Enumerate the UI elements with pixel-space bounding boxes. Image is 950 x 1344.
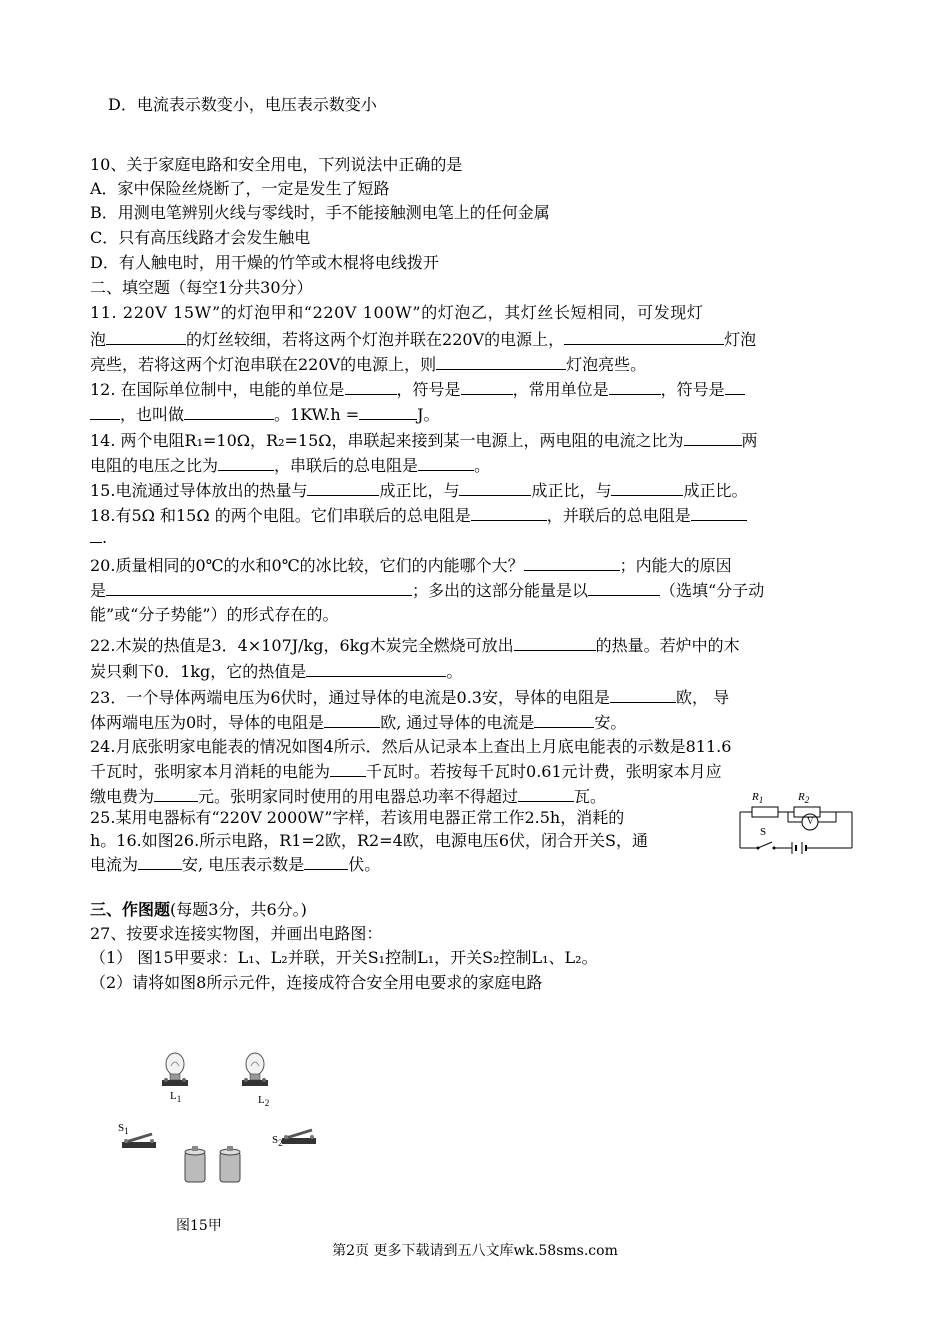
q12-text: 12. 在国际单位制中，电能的单位是 bbox=[90, 380, 345, 399]
q12-line1 bbox=[90, 378, 870, 401]
q14-line1 bbox=[90, 429, 870, 452]
q23-text: 体两端电压为0时，导体的电阻是 bbox=[90, 713, 325, 732]
q23-blank-3[interactable] bbox=[534, 711, 594, 728]
q18-text: ，并联后的总电阻是 bbox=[546, 506, 691, 525]
label-r1: $R_1$ bbox=[752, 791, 764, 806]
q20-line2 bbox=[90, 579, 870, 602]
section3-heading bbox=[90, 899, 870, 921]
q14-text: 。 bbox=[474, 456, 491, 475]
q23-text: 欧, 通过导体的电流是 bbox=[380, 713, 535, 732]
q11-text: 亮些，若将这两个灯泡串联在220V的电源上，则 bbox=[90, 355, 437, 374]
battery-2-icon bbox=[220, 1146, 240, 1182]
q11-blank-3[interactable] bbox=[436, 353, 566, 370]
q24-blank-1[interactable] bbox=[330, 760, 366, 777]
q11-blank-2[interactable] bbox=[564, 328, 724, 345]
q15-line bbox=[90, 479, 870, 502]
battery-1-icon bbox=[185, 1146, 205, 1182]
label-r2: $R_2$ bbox=[798, 791, 810, 806]
q14-line2 bbox=[90, 454, 870, 477]
q18-line1 bbox=[90, 504, 870, 527]
q27-part2: （2）请将如图8所示元件，连接成符合安全用电要求的家庭电路 bbox=[90, 973, 543, 992]
q23-line1 bbox=[90, 686, 870, 709]
q11-blank-1[interactable] bbox=[106, 328, 186, 345]
q14-text: 电阻的电压之比为 bbox=[90, 456, 219, 475]
q14-blank-2[interactable] bbox=[218, 454, 274, 471]
figure-15-caption: 图15甲 bbox=[176, 1218, 222, 1234]
q23-line2 bbox=[90, 711, 870, 734]
q12-text: J。 bbox=[417, 405, 440, 424]
label-v: V bbox=[807, 816, 814, 826]
bulb-l2-icon bbox=[242, 1053, 268, 1086]
q15-text: 成正比。 bbox=[683, 481, 748, 500]
q24-text: 千瓦时，张明家本月消耗的电能为 bbox=[90, 762, 331, 781]
q24-blank-3[interactable] bbox=[518, 785, 574, 802]
q23-blank-1[interactable] bbox=[610, 686, 676, 703]
q15-text: 15.电流通过导体放出的热量与 bbox=[90, 481, 308, 500]
q11-line1: 11. 220V 15W”的灯泡甲和“220V 100W”的灯泡乙，其灯丝长短相同，可发现灯 bbox=[90, 303, 704, 322]
q20-blank-1[interactable] bbox=[524, 554, 620, 571]
q14-text: 14. 两个电阻R₁=10Ω，R₂=15Ω，串联起来接到某一电源上，两电阻的电流之比为 bbox=[90, 431, 684, 450]
q12-text: ，常用单位是 bbox=[512, 380, 609, 399]
q18-text: . bbox=[102, 528, 108, 547]
q25-text: 伏。 bbox=[348, 855, 381, 874]
q20-line3: 能”或“分子势能”）的形式存在的。 bbox=[90, 605, 339, 624]
q12-text: ，符号是 bbox=[396, 380, 461, 399]
q15-text: 成正比，与 bbox=[531, 481, 612, 500]
q20-text: （选填“分子动 bbox=[660, 581, 765, 600]
q22-text: 22.木炭的热值是3．4×107J/kg，6kg木炭完全燃烧可放出 bbox=[90, 636, 514, 655]
q15-blank-3[interactable] bbox=[611, 479, 683, 496]
figure-15-components bbox=[110, 1050, 330, 1200]
q12-line2 bbox=[90, 403, 870, 426]
label-s1: $S_1$ bbox=[118, 1122, 129, 1137]
q22-blank-2[interactable] bbox=[306, 660, 446, 677]
q23-blank-2[interactable] bbox=[324, 711, 380, 728]
q20-blank-2[interactable] bbox=[106, 579, 412, 596]
q22-blank-1[interactable] bbox=[514, 634, 596, 651]
q24-blank-2[interactable] bbox=[154, 785, 198, 802]
q20-text: 是 bbox=[90, 581, 107, 600]
q14-text: ，串联后的总电阻是 bbox=[274, 456, 419, 475]
q22-line2 bbox=[90, 660, 870, 683]
q27-stem: 27、按要求连接实物图，并画出电路图： bbox=[90, 924, 383, 943]
label-s: S bbox=[760, 826, 767, 838]
q15-text: 成正比，与 bbox=[379, 481, 460, 500]
page-footer: 第2页 更多下载请到五八文库wk.58sms.com bbox=[332, 1243, 618, 1259]
q11-text: 灯泡 bbox=[724, 330, 757, 349]
q12-blank-6[interactable] bbox=[359, 403, 417, 420]
q10-option-d: D．有人触电时，用干燥的竹竿或木棍将电线拨开 bbox=[90, 253, 439, 272]
q14-blank-1[interactable] bbox=[684, 429, 742, 446]
q15-blank-2[interactable] bbox=[459, 479, 531, 496]
label-l2: $L_2$ bbox=[258, 1094, 270, 1109]
section3-title: 三、作图题 bbox=[90, 900, 171, 919]
q12-blank-1[interactable] bbox=[345, 378, 397, 395]
label-s2: $S_2$ bbox=[272, 1134, 283, 1149]
q24-text: 缴电费为 bbox=[90, 787, 155, 806]
q25-blank-2[interactable] bbox=[304, 853, 348, 870]
q25-text: 安, 电压表示数是 bbox=[182, 855, 305, 874]
q25-line1: 25.某用电器标有“220V 2000W”字样，若该用电器正常工作2.5h，消耗的 bbox=[90, 808, 625, 827]
q27-part1: （1） 图15甲要求：L₁、L₂并联，开关S₁控制L₁，开关S₂控制L₁、L₂。 bbox=[90, 948, 598, 967]
q25-blank-1[interactable] bbox=[138, 853, 182, 870]
q22-line1 bbox=[90, 634, 870, 657]
q25-text: 电流为 bbox=[90, 855, 139, 874]
q14-blank-3[interactable] bbox=[418, 454, 474, 471]
switch-s2-icon bbox=[282, 1130, 316, 1144]
section3-note: (每题3分，共6分。) bbox=[170, 900, 307, 919]
q24-text: 瓦。 bbox=[574, 787, 607, 806]
section2-title: 二、填空题（每空1分共30分） bbox=[90, 278, 313, 297]
q20-line1 bbox=[90, 554, 870, 577]
q10-stem: 10、关于家庭电路和安全用电，下列说法中正确的是 bbox=[90, 155, 463, 174]
q10-option-a: A．家中保险丝烧断了，一定是发生了短路 bbox=[90, 179, 390, 198]
q20-text: ；多出的这部分能量是以 bbox=[412, 581, 589, 600]
label-l1: $L_1$ bbox=[170, 1090, 182, 1105]
q11-text: 泡 bbox=[90, 330, 107, 349]
q24-line1: 24.月底张明家电能表的情况如图4所示．然后从记录本上查出上月底电能表的示数是811.6 bbox=[90, 737, 732, 756]
q11-text: 的灯丝较细，若将这两个灯泡并联在220V的电源上， bbox=[186, 330, 565, 349]
q18-blank-1[interactable] bbox=[471, 504, 547, 521]
q18-line2 bbox=[90, 526, 870, 549]
q23-text: 安。 bbox=[594, 713, 627, 732]
q18-text: 18.有5Ω 和15Ω 的两个电阻。它们串联后的总电阻是 bbox=[90, 506, 471, 525]
q12-blank-3[interactable] bbox=[609, 378, 661, 395]
q20-blank-3[interactable] bbox=[588, 579, 660, 596]
q22-text: 的热量。若炉中的木 bbox=[595, 636, 740, 655]
q20-text: 20.质量相同的0℃的水和0℃的冰比较，它们的内能哪个大？ bbox=[90, 556, 524, 575]
q10-option-b: B．用测电笔辨别火线与零线时，手不能接触测电笔上的任何金属 bbox=[90, 203, 550, 222]
q24-text: 元。张明家同时使用的用电器总功率不得超过 bbox=[198, 787, 519, 806]
q12-blank-4-cont[interactable] bbox=[90, 403, 120, 420]
q24-line2 bbox=[90, 760, 870, 783]
q11-line3 bbox=[90, 353, 870, 376]
q11-text: 灯泡亮些。 bbox=[566, 355, 647, 374]
q12-blank-4[interactable] bbox=[725, 378, 745, 395]
q23-text: 欧， 导 bbox=[676, 688, 730, 707]
q12-text: ，也叫做 bbox=[120, 405, 185, 424]
q11-line2 bbox=[90, 328, 870, 351]
switch-s bbox=[758, 842, 772, 848]
bulb-l1-icon bbox=[162, 1053, 188, 1086]
q10-option-c: C．只有高压线路才会发生触电 bbox=[90, 228, 311, 247]
q18-blank-2-cont[interactable] bbox=[90, 526, 102, 543]
q18-blank-2[interactable] bbox=[691, 504, 747, 521]
q9-option-d: D．电流表示数变小，电压表示数变小 bbox=[108, 95, 377, 114]
q25-line2: h。16.如图26.所示电路，R1=2欧，R2=4欧，电源电压6伏，闭合开关S，通 bbox=[90, 831, 648, 850]
q20-text: ；内能大的原因 bbox=[619, 556, 732, 575]
q24-text: 千瓦时。若按每千瓦时0.61元计费，张明家本月应 bbox=[366, 762, 722, 781]
q23-text: 23．一个导体两端电压为6伏时，通过导体的电流是0.3安，导体的电阻是 bbox=[90, 688, 610, 707]
q22-text: 炭只剩下0．1kg，它的热值是 bbox=[90, 662, 307, 681]
resistor-r1 bbox=[752, 807, 778, 817]
q12-text: 。1KW.h = bbox=[274, 405, 360, 424]
q14-text: 两 bbox=[741, 431, 758, 450]
q12-blank-5[interactable] bbox=[184, 403, 274, 420]
q12-blank-2[interactable] bbox=[461, 378, 513, 395]
q12-text: ，符号是 bbox=[660, 380, 725, 399]
q15-blank-1[interactable] bbox=[307, 479, 379, 496]
q22-text: 。 bbox=[446, 662, 463, 681]
